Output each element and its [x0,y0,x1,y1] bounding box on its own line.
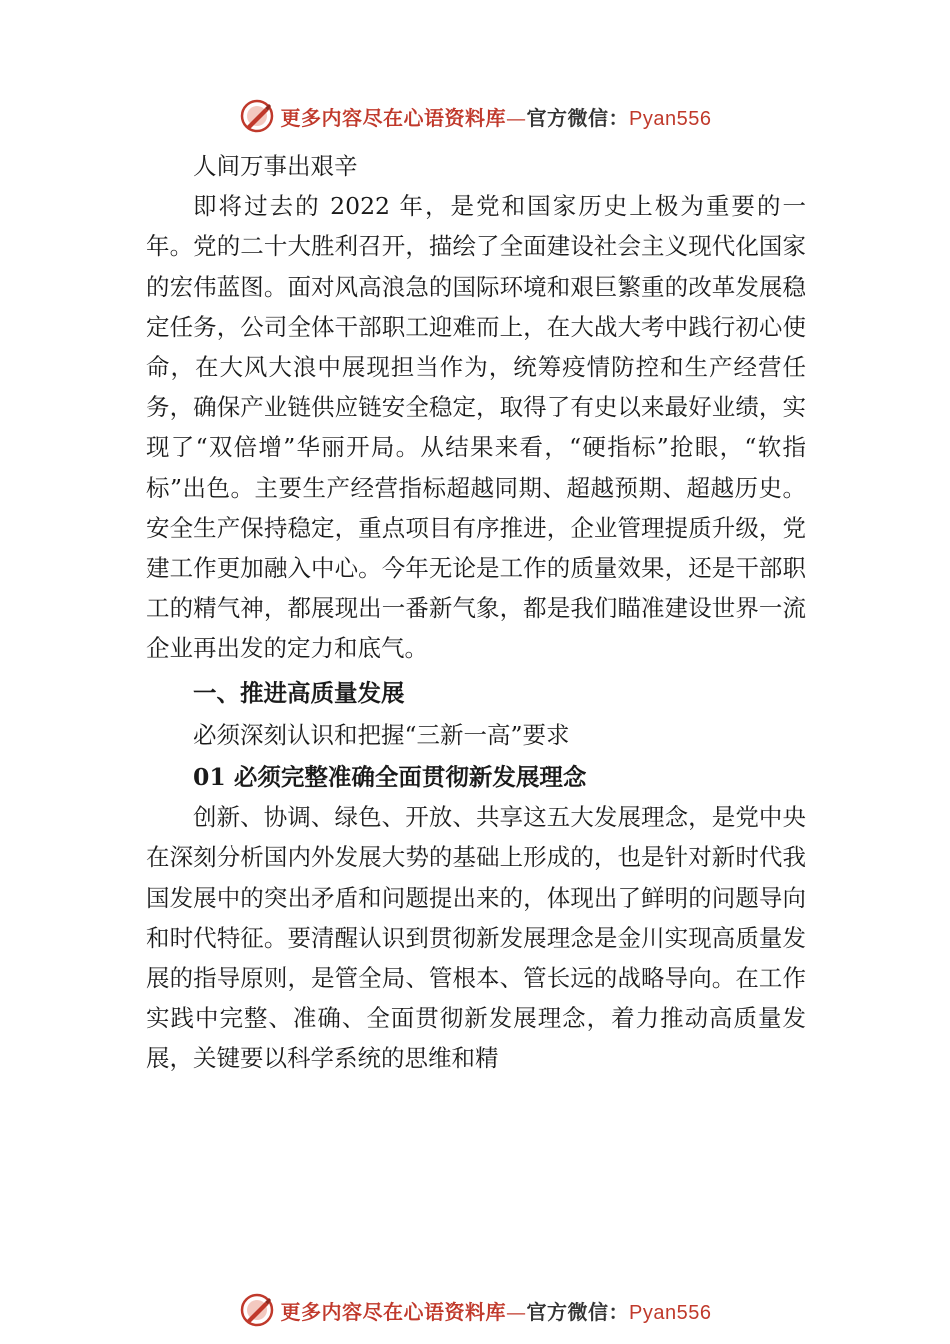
paragraph: 即将过去的 2022 年，是党和国家历史上极为重要的一年。党的二十大胜利召开，描绘了全面建设社会主义现代化国家的宏伟蓝图。面对风高浪急的国际环境和艰巨繁重的改革发展稳定任务，公司全体干部职工迎难而上，在大战大考中践行初心使命，在大风大浪中展现担当作为，统筹疫情防控和生产经营任务，确保产业链供应链安全稳定，取得了有史以来最好业绩，实现了“双倍增”华丽开局。从结果来看，“硬指标”抢眼，“软指标”出色。主要生产经营指标超越同期、超越预期、超越历史。安全生产保持稳定，重点项目有序推进，企业管理提质升级，党建工作更加融入中心。今年无论是工作的质量效果，还是干部职工的精气神，都展现出一番新气象，都是我们瞄准建设世界一流企业再出发的定力和底气。 [146,192,806,663]
document-body [146,146,806,1079]
pen-circle-logo-icon [239,1292,275,1328]
document-title: 人间万事出艰辛 [193,152,358,180]
watermark-banner-bottom [0,1288,950,1332]
watermark-text: 更多内容尽在心语资料库—官方微信：Pyan556 [280,105,712,130]
pen-circle-logo-icon [239,98,275,134]
watermark-banner-top [0,94,950,138]
section-heading: 一、推进高质量发展 [193,678,405,707]
section-intro: 必须深刻认识和把握“三新一高”要求 [193,720,570,749]
paragraph: 创新、协调、绿色、开放、共享这五大发展理念，是党中央在深刻分析国内外发展大势的基础上形成的，也是针对新时代我国发展中的突出矛盾和问题提出来的，体现出了鲜明的问题导向和时代特征。要清醒认识到贯彻新发展理念是金川实现高质量发展的指导原则，是管全局、管根本、管长远的战略导向。在工作实践中完整、准确、全面贯彻新发展理念，着力推动高质量发展，关键要以科学系统的思维和精 [146,803,806,1073]
subsection-heading: 01 必须完整准确全面贯彻新发展理念 [193,763,587,792]
watermark-text: 更多内容尽在心语资料库—官方微信：Pyan556 [280,1299,712,1324]
